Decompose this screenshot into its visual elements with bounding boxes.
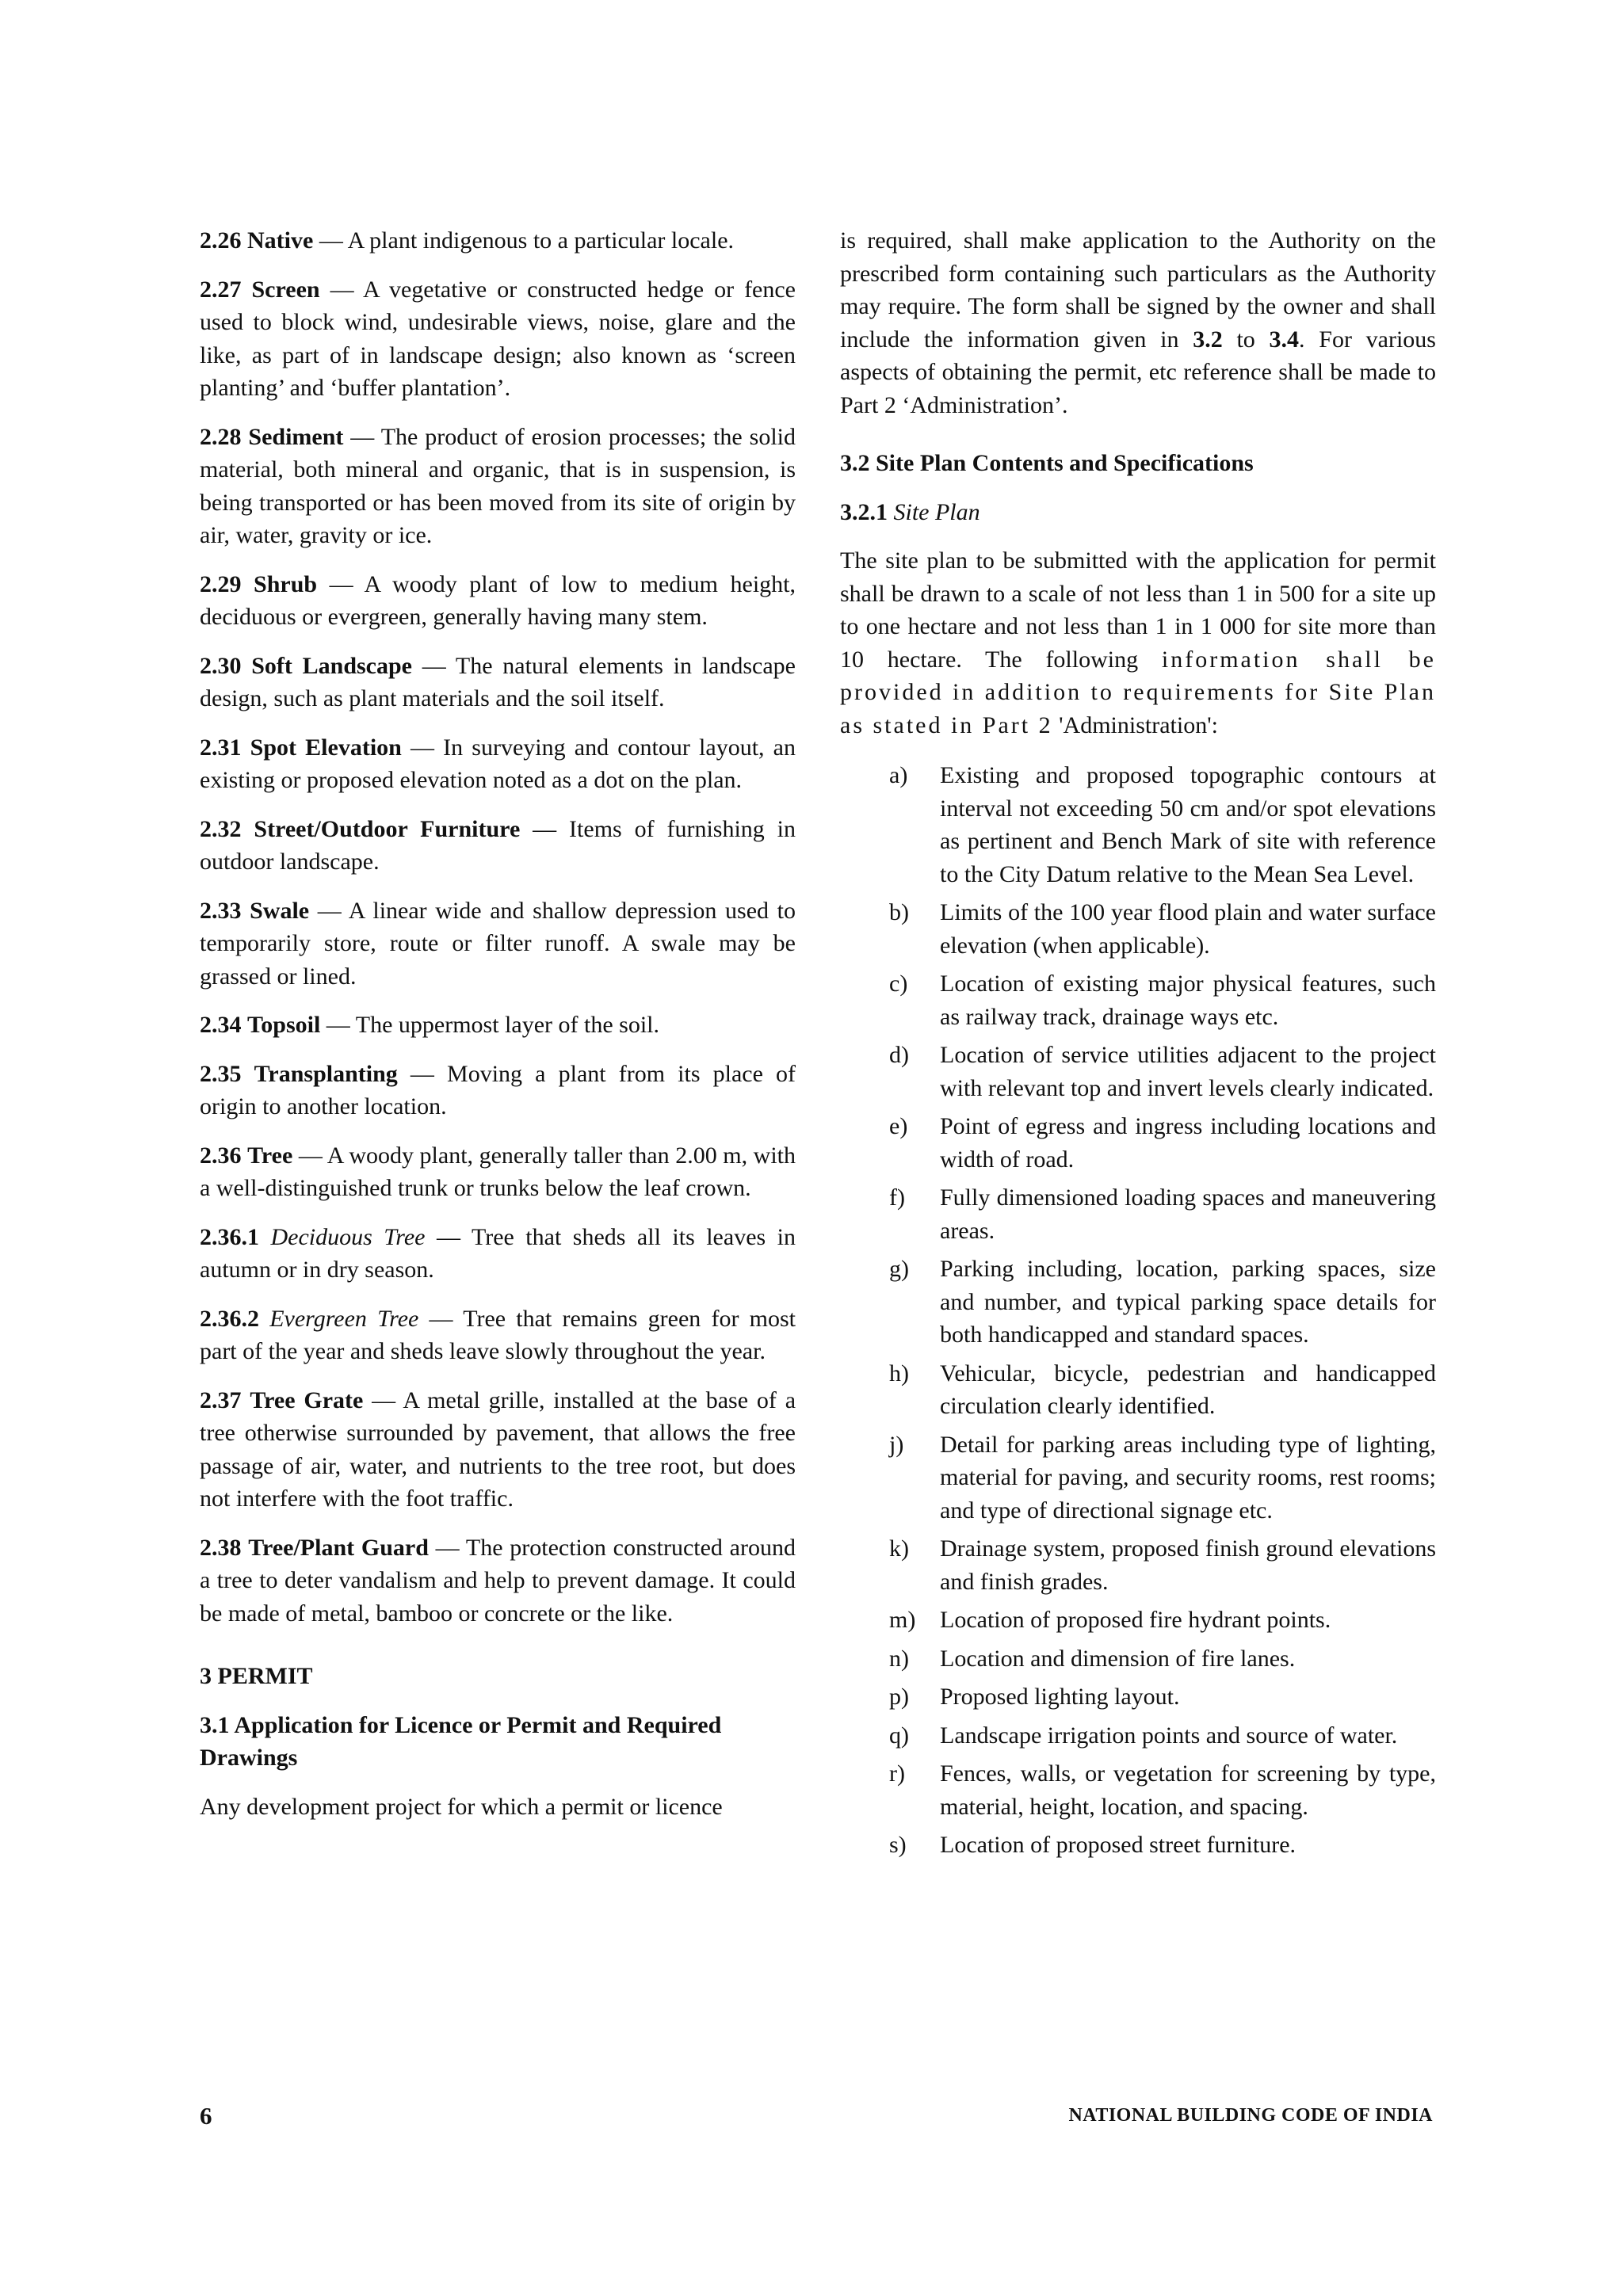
- list-item: p) Proposed lighting layout.: [889, 1684, 1180, 1710]
- definition-2-35: 2.35 Transplanting — Moving a plant from its place of origin to another location.: [200, 1060, 796, 1119]
- list-item: c) Location of existing major physical features, such as railway track, drainage ways etc.: [889, 971, 1436, 1030]
- list-item: m) Location of proposed fire hydrant points.: [889, 1607, 1331, 1633]
- list-item: n) Location and dimension of fire lanes.: [889, 1645, 1296, 1672]
- definition-2-34: 2.34 Topsoil — The uppermost layer of the soil.: [200, 1012, 659, 1038]
- site-plan-paragraph: The site plan to be submitted with the application for permit shall be drawn to a scale of not less than 1 in 500 for a site up to one hectare and not less than 1 in 1 000 for site more than 10 hectare. The following information shall be provided in addition to requirements for Site Plan as stated in Part 2 'Administration':: [840, 547, 1436, 738]
- definition-2-37: 2.37 Tree Grate — A metal grille, installed at the base of a tree otherwise surrounded by pavement, that allows the free passage of air, water, and nutrients to the tree root, but does not interfere with the foot traffic.: [200, 1386, 796, 1512]
- list-item: s) Location of proposed street furniture.: [889, 1832, 1296, 1858]
- list-item: e) Point of egress and ingress including locations and width of road.: [889, 1113, 1436, 1173]
- subsection-3-1-heading: 3.1 Application for Licence or Permit and Required Drawings: [200, 1711, 722, 1771]
- definition-2-32: 2.32 Street/Outdoor Furniture — Items of furnishing in outdoor landscape.: [200, 815, 796, 875]
- definition-2-36: 2.36 Tree — A woody plant, generally taller than 2.00 m, with a well-distinguished trunk or trunks below the leaf crown.: [200, 1142, 796, 1201]
- definition-2-38: 2.38 Tree/Plant Guard — The protection constructed around a tree to deter vandalism and help to prevent damage. It could be made of metal, bamboo or concrete or the like.: [200, 1534, 796, 1627]
- continuation-paragraph: is required, shall make application to the Authority on the prescribed form containing such particulars as the Authority may require. The form shall be signed by the owner and shall include the information given in 3.2 to 3.4. For various aspects of obtaining the permit, etc reference shall be made to Part 2 ‘Administration’.: [840, 227, 1436, 418]
- left-column: [200, 224, 796, 1823]
- list-item: q) Landscape irrigation points and source of water.: [889, 1722, 1398, 1749]
- subdefinition-2-36-2: 2.36.2 Evergreen Tree — Tree that remains green for most part of the year and sheds leave slowly throughout the year.: [200, 1305, 796, 1364]
- definition-2-30: 2.30 Soft Landscape — The natural elements in landscape design, such as plant materials and the soil itself.: [200, 652, 796, 711]
- list-item: r) Fences, walls, or vegetation for screening by type, material, height, location, and spacing.: [889, 1760, 1436, 1820]
- list-item: j) Detail for parking areas including type of lighting, material for paving, and security rooms, rest rooms; and type of directional signage etc.: [889, 1431, 1436, 1524]
- section-3-heading: 3 PERMIT: [200, 1663, 313, 1689]
- subsection-3-1-text: Any development project for which a permit or licence: [200, 1793, 723, 1820]
- subsection-3-2-1-heading: 3.2.1 Site Plan: [840, 498, 980, 525]
- definition-2-31: 2.31 Spot Elevation — In surveying and contour layout, an existing or proposed elevation noted as a dot on the plan.: [200, 734, 796, 793]
- footer-title: NATIONAL BUILDING CODE OF INDIA: [1068, 2105, 1433, 2126]
- definition-2-33: 2.33 Swale — A linear wide and shallow depression used to temporarily store, route or filter runoff. A swale may be grassed or lined.: [200, 897, 796, 990]
- subdefinition-2-36-1: 2.36.1 Deciduous Tree — Tree that sheds all its leaves in autumn or in dry season.: [200, 1223, 796, 1283]
- list-item: a) Existing and proposed topographic contours at interval not exceeding 50 cm and/or spot elevations as pertinent and Bench Mark of site with reference to the City Datum relative to the Mean Sea Level.: [889, 762, 1436, 887]
- definition-2-29: 2.29 Shrub — A woody plant of low to medium height, deciduous or evergreen, generally having many stem.: [200, 570, 796, 630]
- page-number: 6: [200, 2102, 212, 2130]
- subsection-3-2-heading: 3.2 Site Plan Contents and Specifications: [840, 450, 1254, 476]
- list-item: g) Parking including, location, parking spaces, size and number, and typical parking space details for both handicapped and standard spaces.: [889, 1256, 1436, 1348]
- list-item: h) Vehicular, bicycle, pedestrian and handicapped circulation clearly identified.: [889, 1360, 1436, 1419]
- list-item: k) Drainage system, proposed finish ground elevations and finish grades.: [889, 1535, 1436, 1595]
- list-item: d) Location of service utilities adjacent to the project with relevant top and invert levels clearly indicated.: [889, 1042, 1436, 1101]
- definition-2-27: 2.27 Screen — A vegetative or constructed hedge or fence used to block wind, undesirable views, noise, glare and the like, as part of in landscape design; also known as ‘screen planting’ and ‘buffer plantation’.: [200, 276, 796, 401]
- list-item: b) Limits of the 100 year flood plain and water surface elevation (when applicable).: [889, 899, 1436, 959]
- definition-2-28: 2.28 Sediment — The product of erosion processes; the solid material, both mineral and organic, that is in suspension, is being transported or has been moved from its site of origin by air, water, gravity or ice.: [200, 423, 796, 548]
- definition-2-26: 2.26 Native — A plant indigenous to a particular locale.: [200, 227, 735, 254]
- site-plan-requirements-list: [840, 759, 1436, 1862]
- list-item: f) Fully dimensioned loading spaces and maneuvering areas.: [889, 1184, 1436, 1244]
- right-column: [840, 224, 1436, 1867]
- page-footer: [200, 2102, 1433, 2134]
